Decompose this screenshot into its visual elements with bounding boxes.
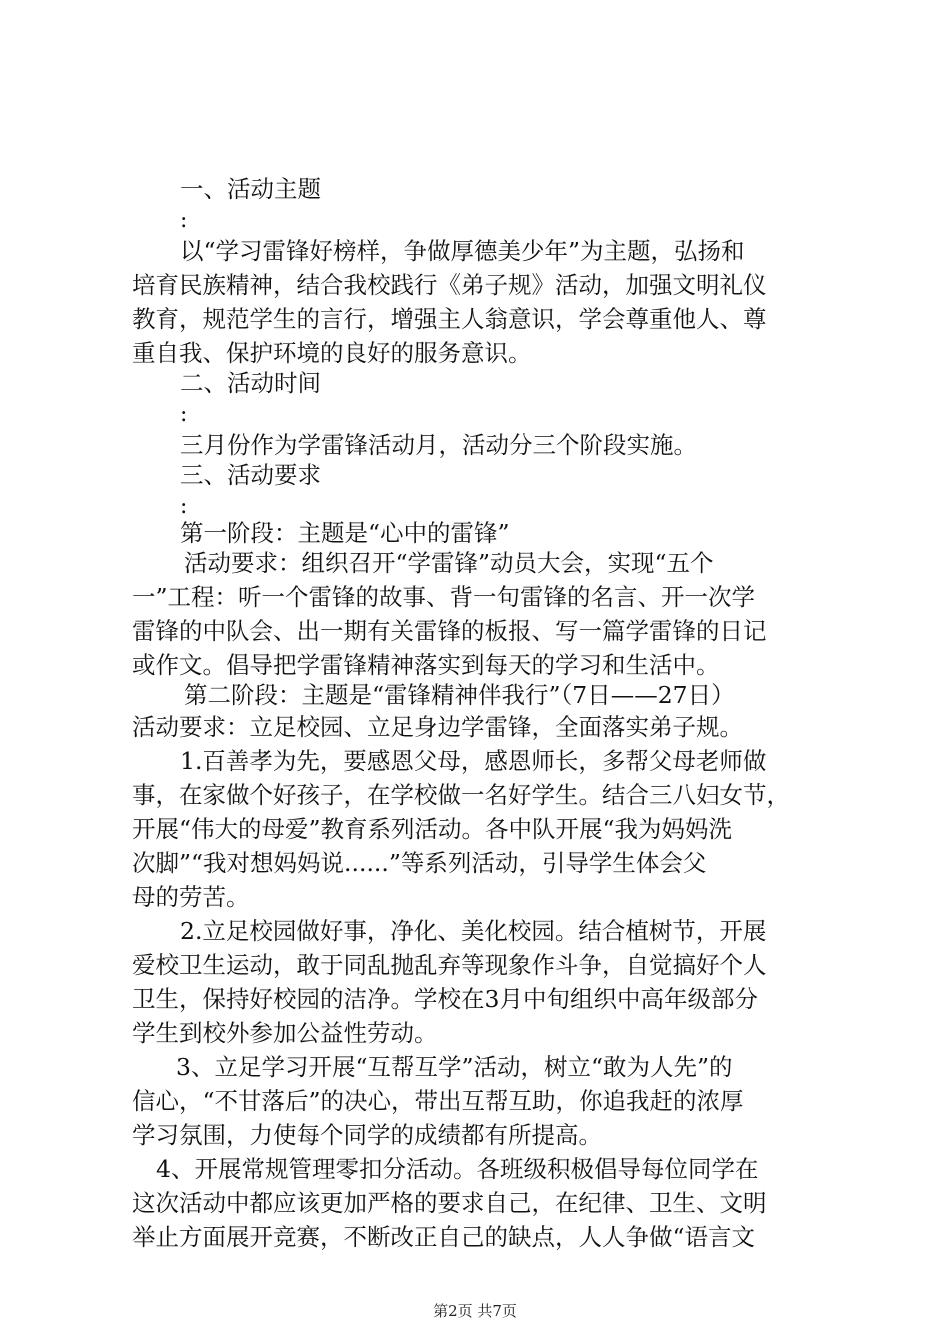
page-number-footer: 第2页 共7页 (433, 1302, 517, 1320)
list-item-line: 这次活动中都应该更加严格的要求自己，在纪律、卫生、文明 (132, 1189, 767, 1217)
list-item-line: 2.立足校园做好事，净化、美化校园。结合植树节，开展 (180, 917, 767, 945)
colon-mark: : (180, 402, 188, 427)
list-item-line: 开展“伟大的母爱”教育系列活动。各中队开展“我为妈妈洗 (132, 815, 733, 843)
colon-mark: : (180, 208, 188, 233)
heading-activity-theme: 一、活动主题 (180, 175, 321, 203)
paragraph-line: 一”工程：听一个雷锋的故事、背一句雷锋的名言、开一次学 (132, 583, 756, 611)
heading-activity-time: 二、活动时间 (180, 369, 321, 397)
list-item-line: 1.百善孝为先，要感恩父母，感恩师长，多帮父母老师做 (180, 747, 767, 775)
paragraph-line: 或作文。倡导把学雷锋精神落实到每天的学习和生活中。 (132, 651, 720, 679)
list-item-line: 次脚”“我对想妈妈说......”等系列活动，引导学生体会父 (132, 849, 707, 877)
stage-one-title: 第一阶段：主题是“心中的雷锋” (180, 519, 510, 547)
paragraph-line: 三月份作为学雷锋活动月，活动分三个阶段实施。 (180, 431, 697, 459)
list-item-line: 4、开展常规管理零扣分活动。各班级积极倡导每位同学在 (156, 1155, 759, 1183)
heading-activity-requirements: 三、活动要求 (180, 461, 321, 489)
stage-two-title: 第二阶段：主题是“雷锋精神伴我行”（7日——27日） (184, 681, 735, 709)
list-item-line: 举止方面展开竞赛，不断改正自己的缺点，人人争做“语言文 (132, 1223, 756, 1251)
list-item-line: 3、立足学习开展“互帮互学”活动，树立“敢为人先”的 (176, 1053, 733, 1081)
colon-mark: : (180, 494, 188, 519)
paragraph-line: 活动要求：组织召开“学雷锋”动员大会，实现“五个 (184, 549, 714, 577)
stage-two-requirement: 活动要求：立足校园、立足身边学雷锋，全面落实弟子规。 (132, 713, 743, 741)
list-item-line: 事，在家做个好孩子，在学校做一名好学生。结合三八妇女节， (132, 781, 790, 809)
list-item-line: 学习氛围，力使每个同学的成绩都有所提高。 (132, 1121, 602, 1149)
list-item-line: 学生到校外参加公益性劳动。 (132, 1019, 438, 1047)
list-item-line: 母的劳苦。 (132, 883, 250, 911)
paragraph-line: 雷锋的中队会、出一期有关雷锋的板报、写一篇学雷锋的日记 (132, 617, 767, 645)
paragraph-line: 培育民族精神，结合我校践行《弟子规》活动，加强文明礼仪 (132, 271, 767, 299)
list-item-line: 卫生，保持好校园的洁净。学校在3月中旬组织中高年级部分 (132, 985, 758, 1013)
list-item-line: 爱校卫生运动，敢于同乱抛乱弃等现象作斗争，自觉搞好个人 (132, 951, 767, 979)
paragraph-line: 以“学习雷锋好榜样，争做厚德美少年”为主题，弘扬和 (180, 237, 745, 265)
paragraph-line: 教育，规范学生的言行，增强主人翁意识，学会尊重他人、尊 (132, 305, 767, 333)
paragraph-line: 重自我、保护环境的良好的服务意识。 (132, 339, 532, 367)
list-item-line: 信心，“不甘落后”的决心，带出互帮互助，你追我赶的浓厚 (132, 1087, 744, 1115)
